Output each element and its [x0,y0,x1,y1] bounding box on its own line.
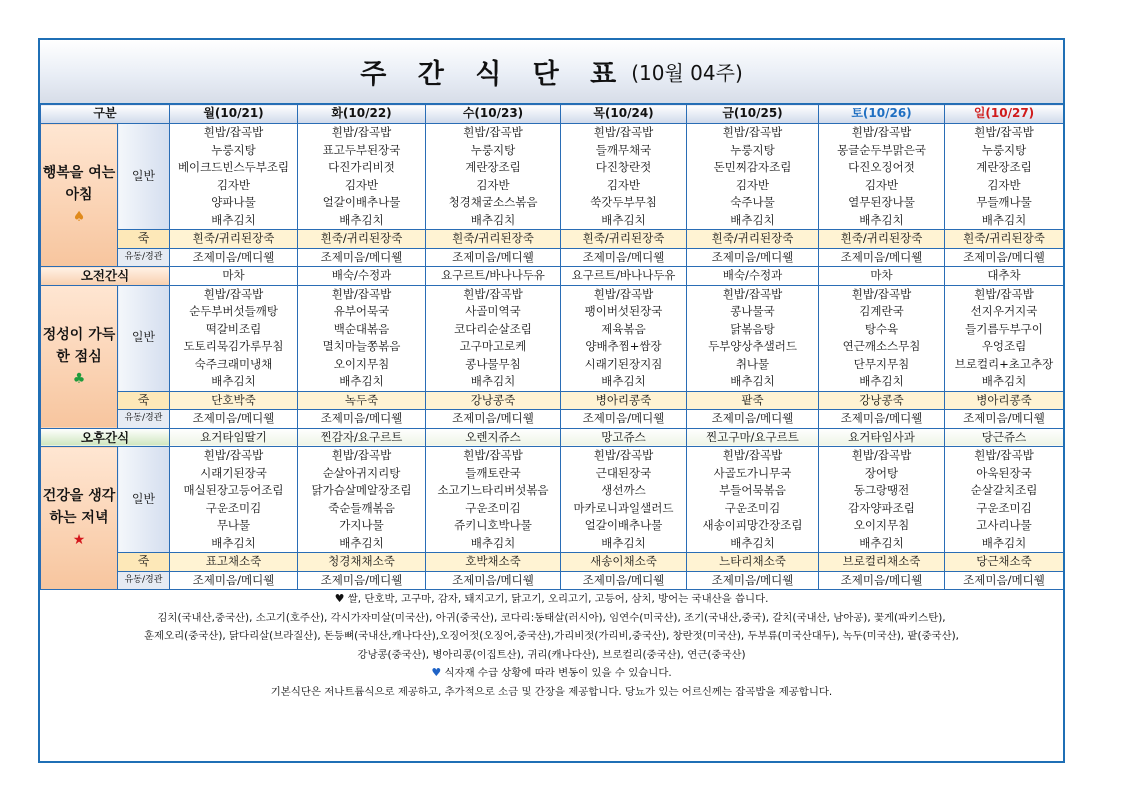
dinner-porridge-fri: 느타리채소죽 [687,553,819,572]
breakfast-general-row [41,124,1064,230]
am-snack-wed: 요구르트/바나나두유 [426,267,561,286]
breakfast-liquid-sat: 조제미음/메디웰 [819,248,945,267]
menu-item: 배추김치 [339,212,384,227]
breakfast-liquid-row [41,248,1064,267]
menu-item: 콩나물무침 [465,356,521,371]
menu-item: 배추김치 [859,535,904,550]
menu-item: 흰밥/잡곡밥 [463,125,523,139]
menu-item: 쑥갓두부무침 [590,195,657,209]
menu-item: 구운조미김 [976,500,1032,515]
menu-item: 흰밥/잡곡밥 [203,448,264,462]
menu-item: 오이지무침 [333,356,390,371]
lunch-sat [819,285,945,391]
menu-item: 흰밥/잡곡밥 [974,125,1034,139]
menu-item: 김자반 [344,177,379,192]
title-band [40,40,1063,104]
menu-item: 몽글순두부맑은국 [837,142,926,157]
dinner-mon [170,447,298,553]
lunch-wed [426,285,561,391]
header-day-fri: 금(10/25) [687,105,819,124]
dinner-liquid-wed: 조제미음/메디웰 [426,571,561,590]
menu-item: 배추김치 [470,212,516,227]
dinner-fri [687,447,819,553]
dinner-tue [298,447,426,553]
dinner-liquid-label: 유동/경관 [118,571,170,590]
origin-line-2: 훈제오리(중국산), 닭다리살(브라질산), 돈등뼈(국내산,캐나다산),오징어젓(오징어,중국산),가리비젓(가리비,중국산), 창란젓(미국산), 두부류(미국산대두), 녹두(미국산), 팥(중국산), [144,630,959,642]
menu-item: 배추김치 [730,535,775,550]
menu-item: 고구마고로케 [459,339,527,353]
menu-item: 누룽지탕 [470,142,516,157]
menu-item: 아욱된장국 [976,465,1032,480]
lunch-porridge-fri: 팥죽 [687,391,819,410]
pm-snack-tue: 찐감자/요구르트 [298,428,426,447]
menu-item: 양파나물 [211,195,256,209]
origin-intro-text: 쌀, 단호박, 고구마, 감자, 돼지고기, 닭고기, 오리고기, 고등어, 삼치, 방어는 국내산을 씁니다. [347,593,769,605]
menu-item: 생선까스 [601,483,646,497]
menu-item: 탕수육 [864,321,899,336]
am-snack-row [41,267,1064,286]
menu-item: 백순대볶음 [333,321,390,336]
menu-item: 흰밥/잡곡밥 [463,448,523,462]
dinner-liquid-row [41,571,1064,590]
lunch-porridge-wed: 강낭콩죽 [426,391,561,410]
menu-item: 배추김치 [730,374,775,388]
menu-item: 김자반 [864,177,899,192]
menu-item: 양배추찜+쌈장 [585,339,662,353]
dinner-liquid-sat: 조제미음/메디웰 [819,571,945,590]
menu-item: 베이크드빈스두부조림 [177,160,290,174]
menu-item: 흰밥/잡곡밥 [722,286,783,301]
lunch-label: 정성이 가득한 점심 [42,326,116,365]
dinner-liquid-fri: 조제미음/메디웰 [687,571,819,590]
menu-item: 매실된장고등어조림 [183,483,284,497]
menu-item: 순살아귀지리탕 [322,465,401,480]
pm-snack-sat: 요거타임사과 [819,428,945,447]
menu-item: 닭가슴살메알장조림 [311,483,412,497]
menu-item: 들깨토란국 [465,465,521,480]
menu-item: 흰밥/잡곡밥 [974,286,1034,301]
dinner-porridge-sat: 브로컬리채소죽 [819,553,945,572]
star-icon: ★ [72,532,86,548]
dinner-thu [561,447,687,553]
club-icon: ♣ [72,370,86,387]
header-day-thu: 목(10/24) [561,105,687,124]
menu-item: 흰밥/잡곡밥 [593,286,654,301]
lunch-porridge-label: 죽 [118,391,170,410]
lunch-porridge-mon: 단호박죽 [170,391,298,410]
origin-intro-line [40,590,1063,609]
menu-item: 순살갈치조림 [970,483,1038,497]
menu-item: 표고두부된장국 [322,142,401,157]
menu-item: 브로컬리+초고추장 [954,356,1054,371]
lunch-general-row [41,285,1064,391]
menu-item: 김자반 [476,177,510,192]
lunch-mon [170,285,298,391]
menu-item: 배추김치 [981,535,1027,550]
lunch-liquid-thu: 조제미음/메디웰 [561,410,687,429]
menu-item: 흰밥/잡곡밥 [593,125,654,139]
dinner-liquid-thu: 조제미음/메디웰 [561,571,687,590]
dinner-porridge-wed: 호박채소죽 [426,553,561,572]
menu-item: 멸치마늘쫑볶음 [322,339,401,353]
menu-item: 다진창란젓 [595,160,652,174]
lunch-liquid-mon: 조제미음/메디웰 [170,410,298,429]
breakfast-porridge-tue: 흰죽/귀리된장죽 [298,230,426,249]
menu-frame [38,38,1065,763]
menu-item: 흰밥/잡곡밥 [851,286,912,301]
menu-item: 청경채굴소스볶음 [448,195,538,209]
menu-item: 배추김치 [211,535,256,550]
menu-item: 구운조미김 [724,500,781,515]
lunch-label-cell [41,285,118,428]
pm-snack-sun: 당근쥬스 [945,428,1064,447]
header-day-sat: 토(10/26) [819,105,945,124]
lunch-fri [687,285,819,391]
origin-line-1: 김치(국내산,중국산), 소고기(호주산), 각시가자미살(미국산), 아귀(중국산), 코다리:동태살(러시아), 임연수(미국산), 조기(국내산,중국), 갈치(국내산, 남아공), 꽃게(파키스탄), [157,611,946,624]
menu-item: 감자양파조림 [848,500,915,515]
dinner-sun [945,447,1064,553]
menu-item: 다진가리비젓 [328,160,395,174]
menu-item: 소고기느타리버섯볶음 [437,483,549,497]
dinner-wed [426,447,561,553]
am-snack-sun: 대추차 [945,267,1064,286]
breakfast-tue [298,124,426,230]
header-category: 구분 [41,105,170,124]
heart-icon: ♥ [431,666,442,679]
breakfast-porridge-thu: 흰죽/귀리된장죽 [561,230,687,249]
lunch-porridge-tue: 녹두죽 [298,391,426,410]
menu-item: 팽이버섯된장국 [584,304,663,318]
menu-item: 김자반 [735,177,770,192]
menu-item: 선지우거지국 [970,304,1038,318]
menu-item: 김자반 [216,177,251,192]
lunch-liquid-sun: 조제미음/메디웰 [945,410,1064,429]
breakfast-liquid-mon: 조제미음/메디웰 [170,248,298,267]
menu-item: 누룽지탕 [211,142,256,157]
menu-item: 배추김치 [730,212,775,227]
menu-item: 유부어묵국 [333,304,390,318]
am-snack-tue: 배숙/수정과 [298,267,426,286]
lunch-tue [298,285,426,391]
menu-item: 돈민찌감자조림 [713,160,792,174]
menu-item: 다진오징어젓 [848,160,915,174]
breakfast-label-cell [41,124,118,267]
menu-item: 새송이피망간장조림 [702,518,803,532]
dinner-porridge-sun: 당근채소죽 [945,553,1064,572]
menu-item: 숙주크래미냉채 [194,356,273,371]
page-title: 주 간 식 단 표 [360,59,628,90]
menu-item: 두부양상추샐러드 [708,339,797,353]
menu-item: 장어탕 [864,465,899,480]
menu-item: 무나물 [216,518,251,532]
menu-item: 부들어묵볶음 [719,483,786,497]
menu-item: 배추김치 [981,374,1027,388]
header-row [41,105,1064,124]
menu-item: 흰밥/잡곡밥 [203,125,264,139]
dinner-label-cell [41,447,118,590]
breakfast-sat [819,124,945,230]
menu-item: 단무지무침 [853,356,910,371]
menu-item: 동그랑땡전 [853,483,910,497]
header-day-sun: 일(10/27) [945,105,1064,124]
breakfast-wed [426,124,561,230]
menu-item: 시래기된장국 [200,465,267,480]
notes-section [40,590,1063,701]
menu-item: 배추김치 [859,374,904,388]
menu-item: 배추김치 [211,374,256,388]
dinner-liquid-sun: 조제미음/메디웰 [945,571,1064,590]
menu-item: 우엉조림 [981,339,1027,353]
lunch-liquid-label: 유동/경관 [118,410,170,429]
lunch-liquid-tue: 조제미음/메디웰 [298,410,426,429]
breakfast-sun [945,124,1064,230]
dinner-label: 건강을 생각하는 저녁 [42,488,116,526]
dinner-porridge-tue: 청경채채소죽 [298,553,426,572]
am-snack-label: 오전간식 [41,267,170,286]
menu-item: 얼갈이배추나물 [584,518,663,532]
menu-item: 사골미역국 [465,304,521,318]
menu-item: 무들깨나물 [976,195,1032,209]
menu-item: 흰밥/잡곡밥 [851,448,912,462]
dinner-liquid-mon: 조제미음/메디웰 [170,571,298,590]
menu-item: 닭볶음탕 [730,321,775,336]
menu-item: 시래기된장지짐 [584,356,663,371]
menu-item: 열무된장나물 [848,195,915,209]
menu-item: 흰밥/잡곡밥 [331,448,392,462]
breakfast-liquid-label: 유동/경관 [118,248,170,267]
dinner-porridge-thu: 새송이채소죽 [561,553,687,572]
header-day-mon: 월(10/21) [170,105,298,124]
lunch-porridge-sat: 강낭콩죽 [819,391,945,410]
menu-item: 들깨무채국 [595,142,652,157]
menu-item: 콩나물국 [730,304,775,318]
lunch-liquid-row [41,410,1064,429]
menu-item: 흰밥/잡곡밥 [722,448,783,462]
header-day-wed: 수(10/23) [426,105,561,124]
menu-item: 김자반 [987,177,1021,192]
dinner-general-row [41,447,1064,553]
pm-snack-fri: 찐고구마/요구르트 [687,428,819,447]
breakfast-porridge-mon: 흰죽/귀리된장죽 [170,230,298,249]
pm-snack-label: 오후간식 [41,428,170,447]
am-snack-fri: 배숙/수정과 [687,267,819,286]
breakfast-liquid-thu: 조제미음/메디웰 [561,248,687,267]
menu-item: 흰밥/잡곡밥 [851,125,912,139]
menu-item: 숙주나물 [730,195,775,209]
menu-item: 흰밥/잡곡밥 [463,286,523,301]
header-day-tue: 화(10/22) [298,105,426,124]
menu-item: 배추김치 [339,374,384,388]
menu-item: 취나물 [735,356,770,371]
menu-item: 김자반 [606,177,641,192]
menu-item: 순두부버섯들깨탕 [189,304,278,318]
breakfast-fri [687,124,819,230]
notice-text-1: 식자재 수급 상황에 따라 변동이 있을 수 있습니다. [444,667,672,679]
menu-item: 누룽지탕 [981,142,1027,157]
breakfast-liquid-tue: 조제미음/메디웰 [298,248,426,267]
breakfast-liquid-sun: 조제미음/메디웰 [945,248,1064,267]
pm-snack-wed: 오렌지쥬스 [426,428,561,447]
breakfast-porridge-wed: 흰죽/귀리된장죽 [426,230,561,249]
menu-item: 도토리묵김가루무침 [183,339,284,353]
menu-item: 얼갈이배추나물 [322,195,401,209]
menu-item: 고사리나물 [976,518,1032,532]
dinner-general-label: 일반 [118,447,170,553]
notice-line-2: 기본식단은 저나트륨식으로 제공하고, 추가적으로 소금 및 간장을 제공합니다. 당뇨가 있는 어르신께는 잡곡밥을 제공합니다. [270,685,833,698]
breakfast-mon [170,124,298,230]
menu-item: 죽순들깨볶음 [328,500,395,515]
menu-item: 코다리순살조림 [454,321,532,336]
menu-item: 들기름두부구이 [965,321,1043,336]
breakfast-porridge-row [41,230,1064,249]
lunch-porridge-sun: 병아리콩죽 [945,391,1064,410]
menu-item: 배추김치 [601,535,646,550]
menu-item: 배추김치 [601,212,646,227]
spade-icon: ♠ [72,209,86,225]
breakfast-label: 행복을 여는 아침 [42,165,116,203]
breakfast-liquid-fri: 조제미음/메디웰 [687,248,819,267]
menu-item: 떡갈비조림 [205,321,262,336]
menu-item: 오이지무침 [853,518,910,532]
menu-item: 흰밥/잡곡밥 [974,448,1034,462]
menu-item: 마카로니과일샐러드 [573,500,674,515]
menu-item: 가지나물 [339,518,384,532]
menu-item: 사골도가니무국 [713,465,792,480]
lunch-liquid-sat: 조제미음/메디웰 [819,410,945,429]
menu-item: 제육볶음 [601,321,646,336]
menu-item: 계란장조림 [465,160,521,174]
am-snack-mon: 마차 [170,267,298,286]
menu-item: 연근깨소스무침 [842,339,921,353]
notice-line-1 [40,664,1063,683]
menu-item: 배추김치 [859,212,904,227]
pm-snack-mon: 요거타임딸기 [170,428,298,447]
menu-item: 배추김치 [339,535,384,550]
dinner-porridge-mon: 표고채소죽 [170,553,298,572]
menu-item: 쥬키니호박나물 [454,518,532,532]
breakfast-general-label: 일반 [118,124,170,230]
page-subtitle-week: (10월 04주) [631,61,743,85]
menu-item: 흰밥/잡곡밥 [203,286,264,301]
am-snack-sat: 마차 [819,267,945,286]
am-snack-thu: 요구르트/바나나두유 [561,267,687,286]
pm-snack-row [41,428,1064,447]
breakfast-porridge-label: 죽 [118,230,170,249]
breakfast-porridge-sat: 흰죽/귀리된장죽 [819,230,945,249]
lunch-porridge-row [41,391,1064,410]
lunch-thu [561,285,687,391]
breakfast-porridge-fri: 흰죽/귀리된장죽 [687,230,819,249]
menu-item: 김계란국 [859,304,904,318]
dinner-sat [819,447,945,553]
menu-item: 계란장조림 [976,160,1032,174]
pm-snack-thu: 망고쥬스 [561,428,687,447]
menu-item: 누룽지탕 [730,142,775,157]
dinner-porridge-row [41,553,1064,572]
menu-item: 배추김치 [981,212,1027,227]
breakfast-liquid-wed: 조제미음/메디웰 [426,248,561,267]
lunch-liquid-fri: 조제미음/메디웰 [687,410,819,429]
menu-item: 배추김치 [470,535,516,550]
lunch-sun [945,285,1064,391]
menu-item: 배추김치 [211,212,256,227]
menu-item: 흰밥/잡곡밥 [331,125,392,139]
menu-item: 구운조미김 [465,500,521,515]
menu-item: 배추김치 [601,374,646,388]
lunch-liquid-wed: 조제미음/메디웰 [426,410,561,429]
menu-item: 근대된장국 [595,465,652,480]
breakfast-thu [561,124,687,230]
lunch-general-label: 일반 [118,285,170,391]
menu-item: 구운조미김 [205,500,262,515]
origin-line-3: 강낭콩(중국산), 병아리콩(이집트산), 귀리(캐나다산), 브로컬리(중국산), 연근(중국산) [357,648,746,661]
dinner-porridge-label: 죽 [118,553,170,572]
menu-item: 흰밥/잡곡밥 [722,125,783,139]
breakfast-porridge-sun: 흰죽/귀리된장죽 [945,230,1064,249]
menu-item: 배추김치 [470,374,516,388]
lunch-porridge-thu: 병아리콩죽 [561,391,687,410]
weekly-menu-table [40,104,1064,590]
dinner-liquid-tue: 조제미음/메디웰 [298,571,426,590]
heart-icon: ♥ [334,592,345,605]
menu-item: 흰밥/잡곡밥 [331,286,392,301]
menu-item: 흰밥/잡곡밥 [593,448,654,462]
